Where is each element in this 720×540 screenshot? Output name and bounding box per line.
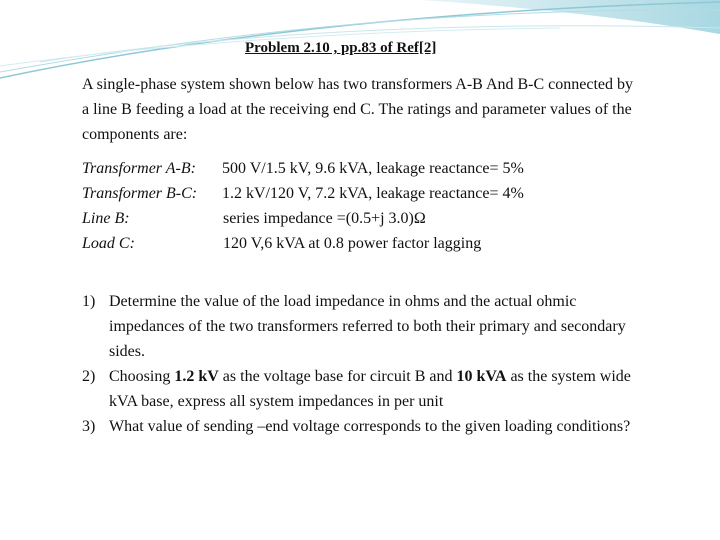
question-text: Determine the value of the load impedance in ohms and the actual ohmic impedances of the two transformers referred to both their primary and secondary sides. xyxy=(109,293,626,360)
question-list xyxy=(82,289,652,439)
question-number: 3) xyxy=(82,418,96,435)
parameter-label: Transformer B-C: xyxy=(82,185,198,202)
parameter-label: Transformer A-B: xyxy=(82,160,196,177)
question-number: 1) xyxy=(82,293,96,310)
problem-title: Problem 2.10 , pp.83 of Ref[2] xyxy=(245,40,437,56)
parameter-value: 500 V/1.5 kV, 9.6 kVA, leakage reactance= 5% xyxy=(222,160,524,177)
question-item xyxy=(82,289,652,364)
parameter-value: 120 V,6 kVA at 0.8 power factor lagging xyxy=(223,235,482,252)
parameter-value: series impedance =(0.5+j 3.0)Ω xyxy=(223,210,426,227)
question-item xyxy=(82,364,652,414)
parameter-value: 1.2 kV/120 V, 7.2 kVA, leakage reactance= 4% xyxy=(222,185,524,202)
question-number: 2) xyxy=(82,368,96,385)
question-item xyxy=(82,414,652,439)
problem-intro: A single-phase system shown below has two transformers A-B And B-C connected by a line B feeding a load at the receiving end C. The ratings and parameter values of the components are: xyxy=(82,76,634,143)
parameter-label: Line B: xyxy=(82,210,130,227)
question-text: What value of sending –end voltage corresponds to the given loading conditions? xyxy=(109,418,631,435)
question-text: Choosing 1.2 kV as the voltage base for circuit B and 10 kVA as the system wide kVA base, express all system impedances in per unit xyxy=(109,368,631,410)
parameter-label: Load C: xyxy=(82,235,135,252)
